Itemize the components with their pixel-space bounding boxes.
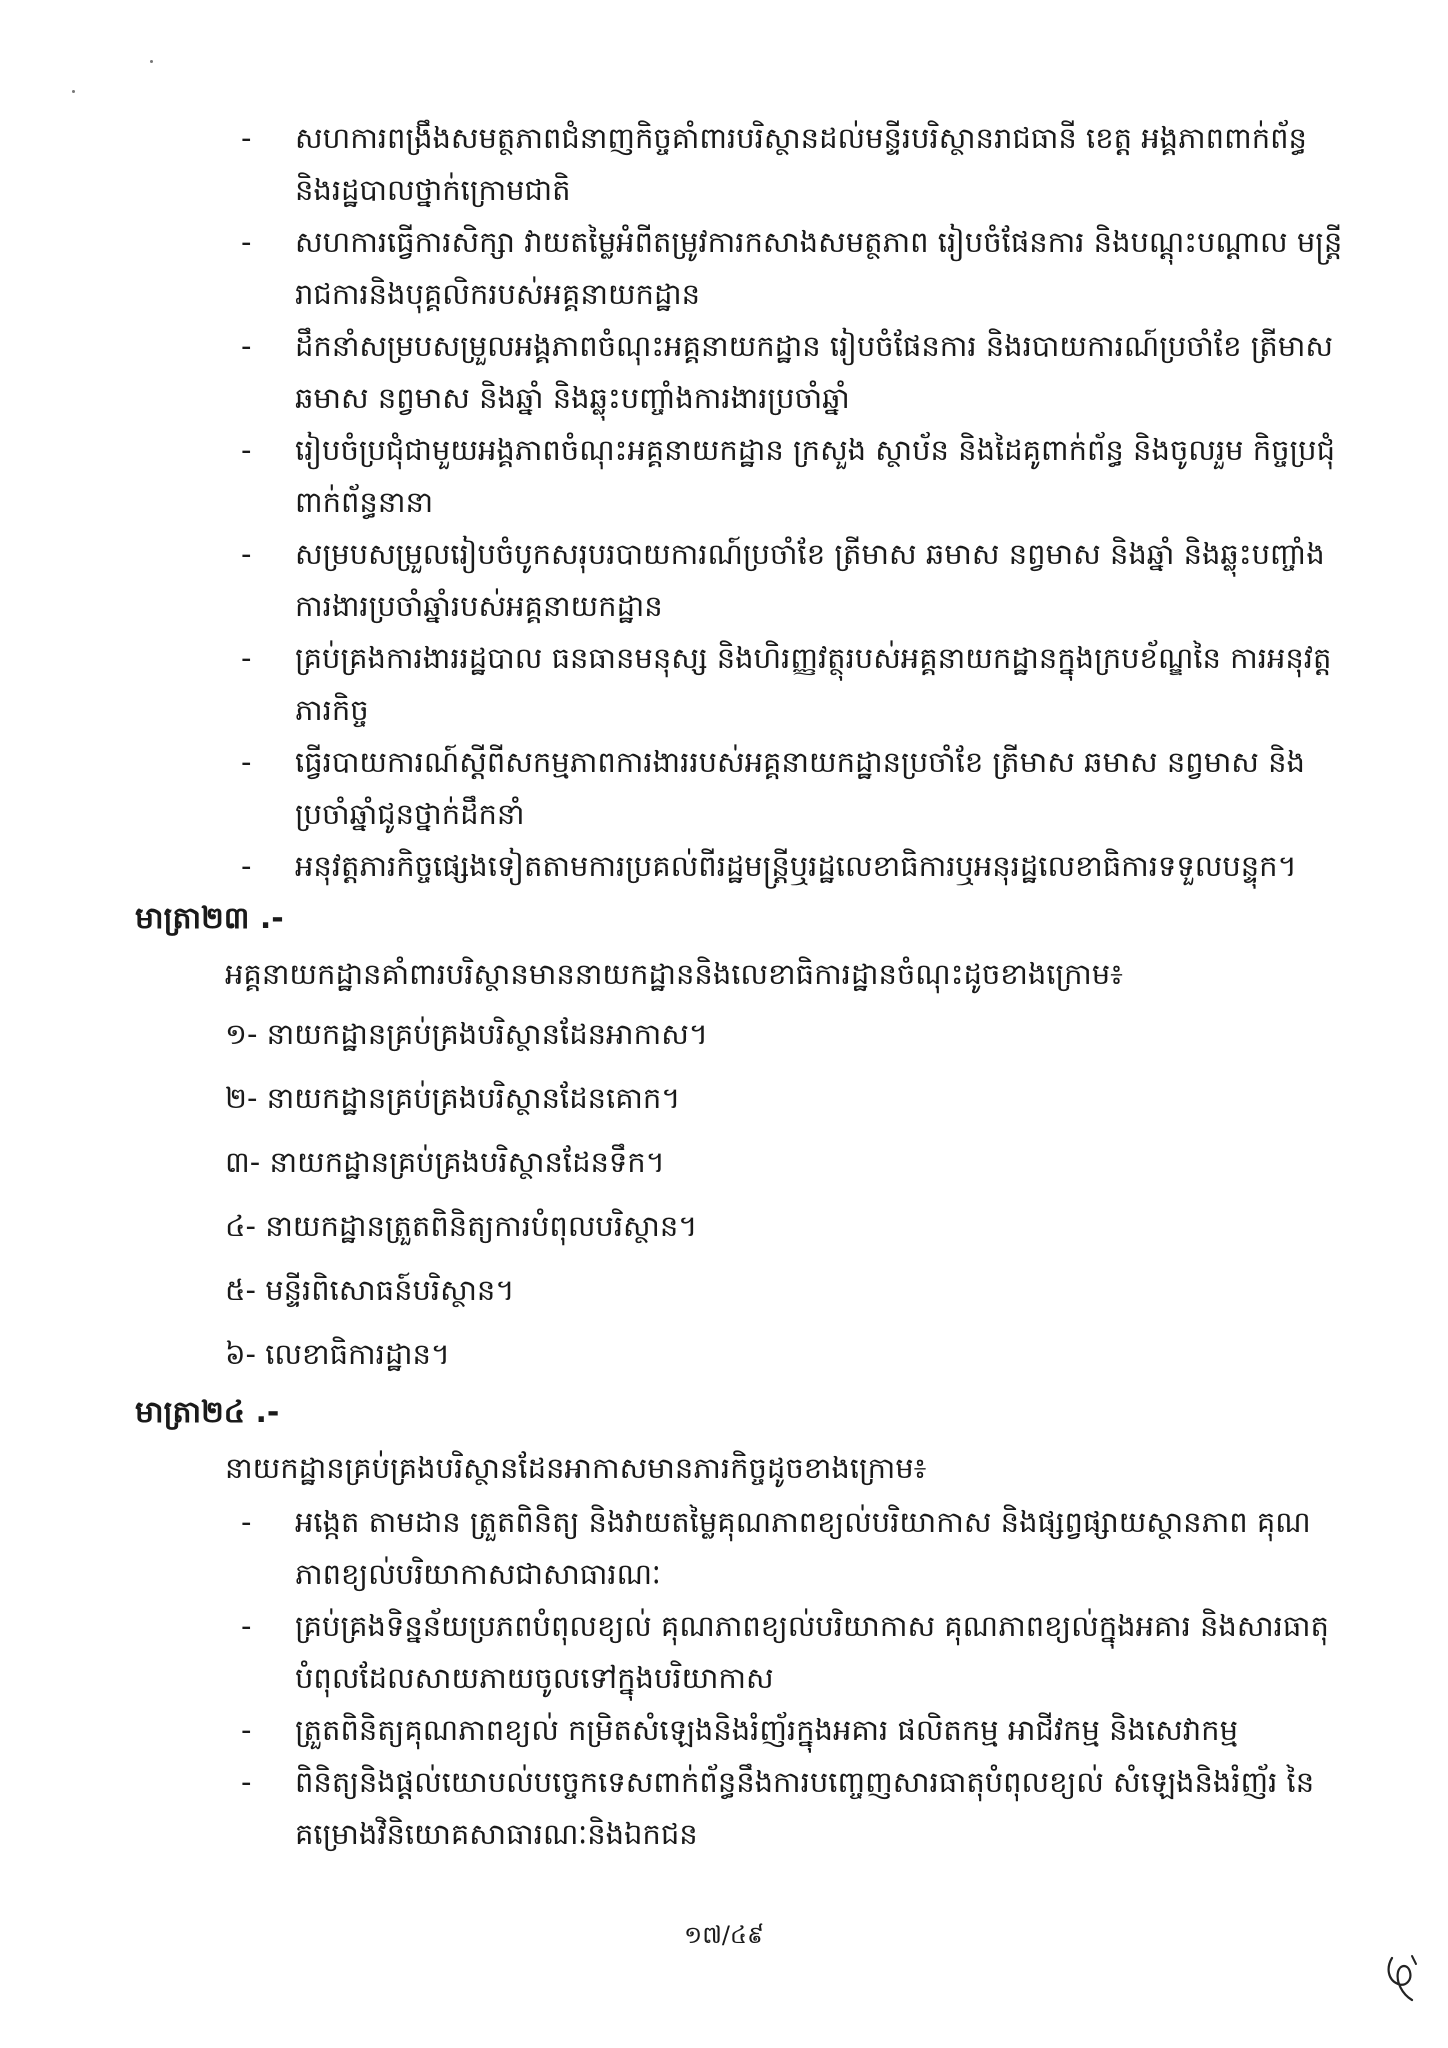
list-item <box>155 736 1345 840</box>
article-23 <box>135 892 1345 1386</box>
list-item <box>155 1496 1345 1600</box>
dash-marker: - <box>241 1609 252 1643</box>
list-item-text: ត្រួតពិនិត្យគុណភាពខ្យល់ កម្រិតសំឡេងនិងរំញ័រក្នុងអគារ ផលិតកម្ម អាជីវកម្ម និងសេវាកម្ម <box>295 1713 1238 1747</box>
numbered-item: ៥- មន្ទីរពិសោធន៍បរិស្ថាន។ <box>225 1273 515 1307</box>
dash-marker: - <box>241 641 252 675</box>
list-item <box>155 112 1345 216</box>
page-content <box>135 112 1345 1860</box>
dash-marker: - <box>241 433 252 467</box>
numbered-item: ២- នាយកដ្ឋានគ្រប់គ្រងបរិស្ថានដែនគោក។ <box>225 1081 681 1115</box>
dash-marker: - <box>241 537 252 571</box>
list-item-text: អនុវត្តភារកិច្ចផ្សេងទៀតតាមការប្រគល់ពីរដ្ឋមន្ត្រីឬរដ្ឋលេខាធិការឬអនុរដ្ឋលេខាធិការទទួលបន្ទុក។ <box>295 849 1297 883</box>
dash-marker: - <box>241 1765 252 1799</box>
handwritten-initial-mark <box>1382 1950 1422 2004</box>
numbered-item: ១- នាយកដ្ឋានគ្រប់គ្រងបរិស្ថានដែនអាកាស។ <box>225 1017 709 1051</box>
scan-speck <box>150 60 153 63</box>
dash-marker: - <box>241 1713 252 1747</box>
dash-marker: - <box>241 745 252 779</box>
list-item <box>155 840 1345 892</box>
numbered-item: ៤- នាយកដ្ឋានត្រួតពិនិត្យការបំពុលបរិស្ថាន។ <box>225 1209 698 1243</box>
numbered-item: ៦- លេខាធិការដ្ឋាន។ <box>225 1337 451 1371</box>
list-item-text: សហការធ្វើការសិក្សា វាយតម្លៃអំពីតម្រូវការកសាងសមត្ថភាព រៀបចំផែនការ និងបណ្តុះបណ្តាល មន្ត្រីរាជការនិងបុគ្គលិករបស់អគ្គនាយកដ្ឋាន <box>295 225 1343 311</box>
page-number: ១៧/៤៩ <box>684 1921 764 1949</box>
list-item-text: គ្រប់គ្រងទិន្នន័យប្រភពបំពុលខ្យល់ គុណភាពខ្យល់បរិយាកាស គុណភាពខ្យល់ក្នុងអគារ និងសារធាតុ បំពុលដែលសាយភាយចូលទៅក្នុងបរិយាកាស <box>295 1609 1329 1695</box>
list-item <box>155 1756 1345 1860</box>
list-item <box>155 216 1345 320</box>
list-item-text: ធ្វើរបាយការណ៍ស្តីពីសកម្មភាពការងាររបស់អគ្គនាយកដ្ឋានប្រចាំខែ ត្រីមាស ឆមាស នព្វមាស និងប្រចាំឆ្នាំជូនថ្នាក់ដឹកនាំ <box>295 745 1305 831</box>
list-item <box>155 1704 1345 1756</box>
bullet-list-continued <box>155 112 1345 892</box>
article-heading: មាត្រា២៤ .- <box>135 1395 280 1430</box>
article-24 <box>135 1386 1345 1860</box>
dash-marker: - <box>241 1505 252 1539</box>
list-item <box>155 528 1345 632</box>
list-item-text: ដឹកនាំសម្របសម្រួលអង្គភាពចំណុះអគ្គនាយកដ្ឋាន រៀបចំផែនការ និងរបាយការណ៍ប្រចាំខែ ត្រីមាស ឆមាស នព្វមាស និងឆ្នាំ និងឆ្លុះបញ្ចាំងការងារប្រចាំឆ្នាំ <box>295 329 1333 415</box>
list-item <box>155 1600 1345 1704</box>
list-item-text: សហការពង្រឹងសមត្ថភាពជំនាញកិច្ចគាំពារបរិស្ថានដល់មន្ទីរបរិស្ថានរាជធានី ខេត្ត អង្គភាពពាក់ព័ន្ធ និងរដ្ឋបាលថ្នាក់ក្រោមជាតិ <box>295 121 1307 207</box>
article-intro: នាយកដ្ឋានគ្រប់គ្រងបរិស្ថានដែនអាកាសមានភារកិច្ចដូចខាងក្រោម៖ <box>225 1451 927 1485</box>
dash-marker: - <box>241 849 252 883</box>
list-item-text: សម្របសម្រួលរៀបចំបូកសរុបរបាយការណ៍ប្រចាំខែ ត្រីមាស ឆមាស នព្វមាស និងឆ្នាំ និងឆ្លុះបញ្ចាំង ការងារប្រចាំឆ្នាំរបស់អគ្គនាយកដ្ឋាន <box>295 537 1325 623</box>
list-item-text: រៀបចំប្រជុំជាមួយអង្គភាពចំណុះអគ្គនាយកដ្ឋាន ក្រសួង ស្ថាប័ន និងដៃគូពាក់ព័ន្ធ និងចូលរួម កិច្ចប្រជុំពាក់ព័ន្ធនានា <box>295 433 1335 519</box>
numbered-item: ៣- នាយកដ្ឋានគ្រប់គ្រងបរិស្ថានដែនទឹក។ <box>225 1145 665 1179</box>
list-item <box>155 632 1345 736</box>
dash-marker: - <box>241 121 252 155</box>
list-item-text: អង្កេត តាមដាន ត្រួតពិនិត្យ និងវាយតម្លៃគុណភាពខ្យល់បរិយាកាស និងផ្សព្វផ្សាយស្ថានភាព គុណភាពខ្យល់បរិយាកាសជាសាធារណៈ <box>295 1505 1311 1591</box>
list-item <box>155 320 1345 424</box>
list-item <box>155 424 1345 528</box>
article-heading: មាត្រា២៣ .- <box>135 901 284 936</box>
dash-marker: - <box>241 329 252 363</box>
list-item-text: ពិនិត្យនិងផ្តល់យោបល់បច្ចេកទេសពាក់ព័ន្ធនឹងការបញ្ចេញសារធាតុបំពុលខ្យល់ សំឡេងនិងរំញ័រ នៃគម្រោងវិនិយោគសាធារណៈនិងឯកជន <box>295 1765 1315 1851</box>
list-item-text: គ្រប់គ្រងការងាររដ្ឋបាល ធនធានមនុស្ស និងហិរញ្ញវត្ថុរបស់អគ្គនាយកដ្ឋានក្នុងក្របខ័ណ្ឌនៃ ការអនុវត្តភារកិច្ច <box>295 641 1332 727</box>
dash-marker: - <box>241 225 252 259</box>
scan-speck <box>72 90 75 93</box>
article-intro: អគ្គនាយកដ្ឋានគាំពារបរិស្ថានមាននាយកដ្ឋាននិងលេខាធិការដ្ឋានចំណុះដូចខាងក្រោម៖ <box>225 957 1123 991</box>
